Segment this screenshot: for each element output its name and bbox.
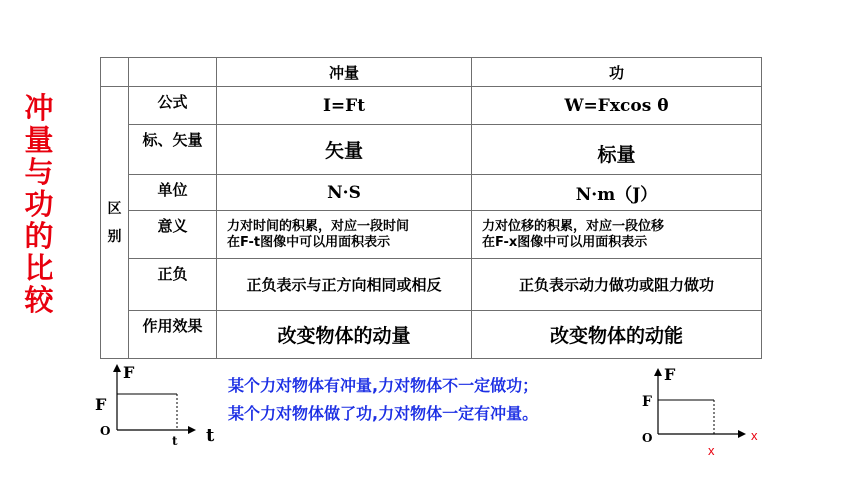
row-label: 单位 <box>129 175 217 211</box>
impulse-effect: 改变物体的动量 <box>217 311 472 359</box>
fx-y-axis-label: F <box>664 365 676 384</box>
group-label-char: 区 <box>107 200 122 217</box>
ft-x-axis-label: t <box>206 425 215 446</box>
header-impulse: 冲量 <box>217 58 472 87</box>
impulse-sign: 正负表示与正方向相同或相反 <box>217 259 472 311</box>
side-title <box>22 92 56 316</box>
fx-y-arrow <box>654 368 662 376</box>
ft-graph <box>90 362 230 452</box>
note-line-1: 某个力对物体有冲量,力对物体不一定做功； <box>228 376 539 395</box>
row-label: 公式 <box>129 87 217 125</box>
work-effect: 改变物体的动能 <box>472 311 762 359</box>
table-row <box>101 125 762 175</box>
fx-level-label: F <box>642 394 652 410</box>
ft-y-arrow <box>113 364 121 372</box>
meaning-line: 在F-t图像中可以用面积表示 <box>227 234 391 250</box>
work-type: 标量 <box>472 125 762 175</box>
impulse-formula: I=Ft <box>217 87 472 125</box>
fx-x-axis-label: x <box>751 428 758 443</box>
row-label: 正负 <box>129 259 217 311</box>
impulse-type: 矢量 <box>217 125 472 175</box>
corner-cell <box>129 58 217 87</box>
comparison-table <box>100 57 762 359</box>
row-label: 作用效果 <box>129 311 217 359</box>
fx-origin-label: O <box>642 431 653 445</box>
ft-x-mark-label: t <box>172 434 178 448</box>
row-label: 意义 <box>129 211 217 259</box>
table-header-row <box>101 58 762 87</box>
ft-level-label: F <box>95 395 107 414</box>
impulse-unit: N·S <box>217 175 472 211</box>
impulse-meaning <box>217 211 472 259</box>
ft-origin-label: O <box>100 424 111 438</box>
work-sign: 正负表示动力做功或阻力做功 <box>472 259 762 311</box>
meaning-line: 力对时间的积累，对应一段时间 <box>227 218 410 234</box>
fx-graph <box>640 362 770 458</box>
group-label-char: 别 <box>107 228 122 245</box>
work-unit: N·m（J） <box>472 175 762 211</box>
note-line-2: 某个力对物体做了功,力对物体一定有冲量。 <box>228 404 539 423</box>
corner-cell <box>101 58 129 87</box>
table-row <box>101 175 762 211</box>
header-work: 功 <box>472 58 762 87</box>
title-char: 比 <box>24 251 54 285</box>
table-row <box>101 211 762 259</box>
fx-x-arrow <box>738 430 746 438</box>
table-row <box>101 87 762 125</box>
table-row <box>101 259 762 311</box>
group-label-cell <box>101 87 129 359</box>
meaning-line: 在F-x图像中可以用面积表示 <box>482 234 648 250</box>
ft-x-arrow <box>188 426 196 434</box>
work-formula: W=Fxcos θ <box>472 87 762 125</box>
row-label: 标、矢量 <box>129 125 217 175</box>
fx-x-mark-label: x <box>708 443 715 458</box>
meaning-line: 力对位移的积累，对应一段位移 <box>482 218 665 234</box>
title-char: 冲 <box>24 91 54 125</box>
title-char: 较 <box>24 283 54 317</box>
title-char: 与 <box>24 155 54 189</box>
title-char: 量 <box>24 123 54 157</box>
work-meaning <box>472 211 762 259</box>
title-char: 的 <box>24 219 54 253</box>
ft-y-axis-label: F <box>123 363 135 382</box>
title-char: 功 <box>24 187 54 221</box>
table-row <box>101 311 762 359</box>
